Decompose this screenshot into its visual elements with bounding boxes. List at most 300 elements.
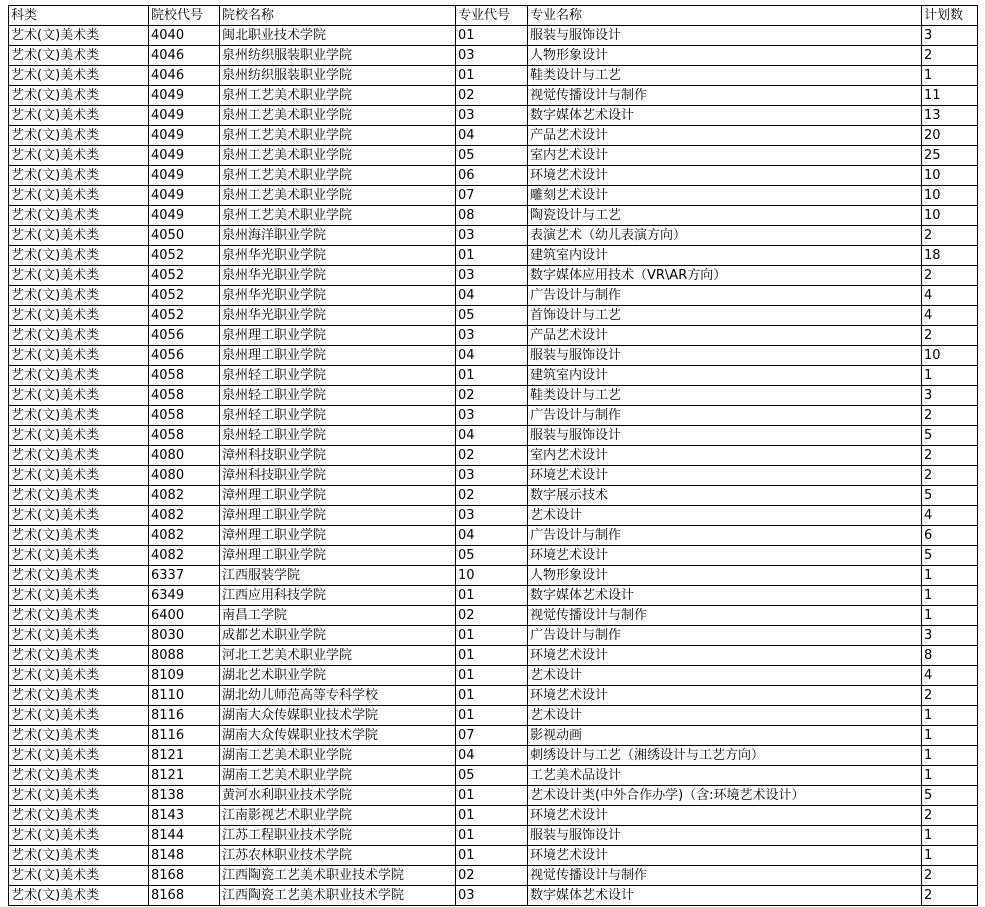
header-major-name: 专业名称 bbox=[528, 6, 922, 26]
table-row bbox=[9, 186, 978, 206]
category-cell: 艺术(文)美术类 bbox=[9, 226, 149, 246]
school-code-cell: 4056 bbox=[149, 326, 220, 346]
plan-count-cell: 1 bbox=[922, 846, 978, 866]
school-code-cell: 8030 bbox=[149, 626, 220, 646]
school-code-cell: 6400 bbox=[149, 606, 220, 626]
school-code-cell: 8168 bbox=[149, 886, 220, 906]
category-cell: 艺术(文)美术类 bbox=[9, 666, 149, 686]
enrollment-plan-table bbox=[8, 5, 978, 906]
major-code-cell: 05 bbox=[456, 306, 528, 326]
table-row bbox=[9, 646, 978, 666]
category-cell: 艺术(文)美术类 bbox=[9, 326, 149, 346]
school-name-cell: 湖南大众传媒职业技术学院 bbox=[220, 706, 456, 726]
school-name-cell: 南昌工学院 bbox=[220, 606, 456, 626]
major-name-cell: 雕刻艺术设计 bbox=[528, 186, 922, 206]
table-row bbox=[9, 766, 978, 786]
school-code-cell: 8116 bbox=[149, 726, 220, 746]
school-name-cell: 江南影视艺术职业学院 bbox=[220, 806, 456, 826]
category-cell: 艺术(文)美术类 bbox=[9, 146, 149, 166]
major-code-cell: 02 bbox=[456, 386, 528, 406]
table-row bbox=[9, 126, 978, 146]
school-code-cell: 4049 bbox=[149, 166, 220, 186]
school-code-cell: 8109 bbox=[149, 666, 220, 686]
major-name-cell: 人物形象设计 bbox=[528, 566, 922, 586]
school-name-cell: 漳州理工职业学院 bbox=[220, 506, 456, 526]
school-name-cell: 闽北职业技术学院 bbox=[220, 26, 456, 46]
school-code-cell: 4082 bbox=[149, 486, 220, 506]
school-code-cell: 8121 bbox=[149, 746, 220, 766]
table-row bbox=[9, 106, 978, 126]
plan-count-cell: 1 bbox=[922, 726, 978, 746]
school-code-cell: 4080 bbox=[149, 446, 220, 466]
plan-count-cell: 5 bbox=[922, 486, 978, 506]
major-code-cell: 04 bbox=[456, 426, 528, 446]
category-cell: 艺术(文)美术类 bbox=[9, 266, 149, 286]
major-name-cell: 艺术设计 bbox=[528, 666, 922, 686]
major-name-cell: 产品艺术设计 bbox=[528, 126, 922, 146]
school-name-cell: 泉州轻工职业学院 bbox=[220, 406, 456, 426]
major-code-cell: 01 bbox=[456, 646, 528, 666]
major-name-cell: 鞋类设计与工艺 bbox=[528, 66, 922, 86]
category-cell: 艺术(文)美术类 bbox=[9, 706, 149, 726]
major-name-cell: 人物形象设计 bbox=[528, 46, 922, 66]
major-name-cell: 表演艺术（幼儿表演方向） bbox=[528, 226, 922, 246]
major-code-cell: 05 bbox=[456, 546, 528, 566]
major-code-cell: 06 bbox=[456, 166, 528, 186]
school-code-cell: 8144 bbox=[149, 826, 220, 846]
school-code-cell: 8121 bbox=[149, 766, 220, 786]
table-row bbox=[9, 346, 978, 366]
major-code-cell: 01 bbox=[456, 686, 528, 706]
school-name-cell: 泉州轻工职业学院 bbox=[220, 366, 456, 386]
school-name-cell: 湖北幼儿师范高等专科学校 bbox=[220, 686, 456, 706]
category-cell: 艺术(文)美术类 bbox=[9, 866, 149, 886]
school-name-cell: 泉州轻工职业学院 bbox=[220, 386, 456, 406]
school-name-cell: 泉州工艺美术职业学院 bbox=[220, 206, 456, 226]
major-name-cell: 数字媒体应用技术（VR\AR方向） bbox=[528, 266, 922, 286]
school-name-cell: 泉州华光职业学院 bbox=[220, 306, 456, 326]
major-code-cell: 04 bbox=[456, 526, 528, 546]
school-name-cell: 河北工艺美术职业学院 bbox=[220, 646, 456, 666]
school-name-cell: 湖北艺术职业学院 bbox=[220, 666, 456, 686]
school-name-cell: 漳州理工职业学院 bbox=[220, 526, 456, 546]
school-code-cell: 8138 bbox=[149, 786, 220, 806]
table-body bbox=[9, 26, 978, 906]
major-code-cell: 03 bbox=[456, 506, 528, 526]
major-name-cell: 环境艺术设计 bbox=[528, 846, 922, 866]
header-major-code: 专业代号 bbox=[456, 6, 528, 26]
category-cell: 艺术(文)美术类 bbox=[9, 886, 149, 906]
table-row bbox=[9, 466, 978, 486]
plan-count-cell: 2 bbox=[922, 226, 978, 246]
major-code-cell: 02 bbox=[456, 866, 528, 886]
table-row bbox=[9, 426, 978, 446]
school-code-cell: 4056 bbox=[149, 346, 220, 366]
school-code-cell: 4046 bbox=[149, 66, 220, 86]
table-row bbox=[9, 286, 978, 306]
category-cell: 艺术(文)美术类 bbox=[9, 346, 149, 366]
major-name-cell: 服装与服饰设计 bbox=[528, 826, 922, 846]
school-name-cell: 江苏工程职业技术学院 bbox=[220, 826, 456, 846]
category-cell: 艺术(文)美术类 bbox=[9, 726, 149, 746]
school-name-cell: 泉州理工职业学院 bbox=[220, 326, 456, 346]
school-name-cell: 漳州科技职业学院 bbox=[220, 466, 456, 486]
school-name-cell: 泉州纺织服装职业学院 bbox=[220, 46, 456, 66]
major-name-cell: 服装与服饰设计 bbox=[528, 346, 922, 366]
major-name-cell: 广告设计与制作 bbox=[528, 526, 922, 546]
major-code-cell: 01 bbox=[456, 366, 528, 386]
plan-count-cell: 10 bbox=[922, 186, 978, 206]
major-code-cell: 01 bbox=[456, 806, 528, 826]
major-name-cell: 影视动画 bbox=[528, 726, 922, 746]
category-cell: 艺术(文)美术类 bbox=[9, 806, 149, 826]
major-name-cell: 室内艺术设计 bbox=[528, 146, 922, 166]
plan-count-cell: 1 bbox=[922, 746, 978, 766]
school-code-cell: 4049 bbox=[149, 106, 220, 126]
major-code-cell: 03 bbox=[456, 406, 528, 426]
major-code-cell: 02 bbox=[456, 486, 528, 506]
school-name-cell: 泉州工艺美术职业学院 bbox=[220, 146, 456, 166]
plan-count-cell: 1 bbox=[922, 826, 978, 846]
school-name-cell: 成都艺术职业学院 bbox=[220, 626, 456, 646]
plan-count-cell: 1 bbox=[922, 366, 978, 386]
school-code-cell: 4049 bbox=[149, 186, 220, 206]
plan-count-cell: 2 bbox=[922, 886, 978, 906]
table-row bbox=[9, 706, 978, 726]
major-name-cell: 环境艺术设计 bbox=[528, 686, 922, 706]
plan-count-cell: 2 bbox=[922, 266, 978, 286]
category-cell: 艺术(文)美术类 bbox=[9, 46, 149, 66]
major-name-cell: 建筑室内设计 bbox=[528, 366, 922, 386]
category-cell: 艺术(文)美术类 bbox=[9, 366, 149, 386]
major-name-cell: 环境艺术设计 bbox=[528, 166, 922, 186]
category-cell: 艺术(文)美术类 bbox=[9, 386, 149, 406]
major-name-cell: 艺术设计 bbox=[528, 706, 922, 726]
plan-count-cell: 4 bbox=[922, 666, 978, 686]
major-code-cell: 04 bbox=[456, 346, 528, 366]
plan-count-cell: 2 bbox=[922, 866, 978, 886]
school-name-cell: 江西陶瓷工艺美术职业技术学院 bbox=[220, 886, 456, 906]
table-row bbox=[9, 786, 978, 806]
major-code-cell: 01 bbox=[456, 246, 528, 266]
plan-count-cell: 2 bbox=[922, 326, 978, 346]
major-code-cell: 04 bbox=[456, 286, 528, 306]
table-row bbox=[9, 306, 978, 326]
major-name-cell: 艺术设计类(中外合作办学)（含:环境艺术设计） bbox=[528, 786, 922, 806]
major-code-cell: 08 bbox=[456, 206, 528, 226]
plan-count-cell: 2 bbox=[922, 446, 978, 466]
major-code-cell: 05 bbox=[456, 146, 528, 166]
major-code-cell: 04 bbox=[456, 126, 528, 146]
school-name-cell: 湖南大众传媒职业技术学院 bbox=[220, 726, 456, 746]
major-name-cell: 数字展示技术 bbox=[528, 486, 922, 506]
school-name-cell: 泉州工艺美术职业学院 bbox=[220, 86, 456, 106]
school-name-cell: 泉州华光职业学院 bbox=[220, 246, 456, 266]
category-cell: 艺术(文)美术类 bbox=[9, 66, 149, 86]
category-cell: 艺术(文)美术类 bbox=[9, 506, 149, 526]
plan-count-cell: 3 bbox=[922, 386, 978, 406]
major-name-cell: 环境艺术设计 bbox=[528, 646, 922, 666]
category-cell: 艺术(文)美术类 bbox=[9, 766, 149, 786]
header-school-name: 院校名称 bbox=[220, 6, 456, 26]
school-code-cell: 4080 bbox=[149, 466, 220, 486]
plan-count-cell: 5 bbox=[922, 786, 978, 806]
category-cell: 艺术(文)美术类 bbox=[9, 106, 149, 126]
table-row bbox=[9, 886, 978, 906]
plan-count-cell: 10 bbox=[922, 206, 978, 226]
category-cell: 艺术(文)美术类 bbox=[9, 826, 149, 846]
school-name-cell: 江苏农林职业技术学院 bbox=[220, 846, 456, 866]
category-cell: 艺术(文)美术类 bbox=[9, 626, 149, 646]
major-name-cell: 环境艺术设计 bbox=[528, 806, 922, 826]
plan-count-cell: 10 bbox=[922, 166, 978, 186]
major-name-cell: 广告设计与制作 bbox=[528, 626, 922, 646]
school-name-cell: 泉州工艺美术职业学院 bbox=[220, 126, 456, 146]
plan-count-cell: 2 bbox=[922, 46, 978, 66]
school-name-cell: 泉州华光职业学院 bbox=[220, 286, 456, 306]
major-code-cell: 02 bbox=[456, 86, 528, 106]
school-code-cell: 4050 bbox=[149, 226, 220, 246]
major-code-cell: 07 bbox=[456, 186, 528, 206]
plan-count-cell: 2 bbox=[922, 686, 978, 706]
major-code-cell: 01 bbox=[456, 826, 528, 846]
school-name-cell: 漳州理工职业学院 bbox=[220, 546, 456, 566]
major-code-cell: 03 bbox=[456, 326, 528, 346]
plan-count-cell: 4 bbox=[922, 506, 978, 526]
school-name-cell: 湖南工艺美术职业学院 bbox=[220, 766, 456, 786]
school-name-cell: 江西陶瓷工艺美术职业技术学院 bbox=[220, 866, 456, 886]
major-code-cell: 03 bbox=[456, 226, 528, 246]
major-name-cell: 数字媒体艺术设计 bbox=[528, 586, 922, 606]
school-name-cell: 泉州工艺美术职业学院 bbox=[220, 106, 456, 126]
major-code-cell: 02 bbox=[456, 446, 528, 466]
category-cell: 艺术(文)美术类 bbox=[9, 466, 149, 486]
school-code-cell: 4049 bbox=[149, 146, 220, 166]
table-row bbox=[9, 806, 978, 826]
category-cell: 艺术(文)美术类 bbox=[9, 166, 149, 186]
major-name-cell: 室内艺术设计 bbox=[528, 446, 922, 466]
major-name-cell: 建筑室内设计 bbox=[528, 246, 922, 266]
major-code-cell: 01 bbox=[456, 626, 528, 646]
header-school-code: 院校代号 bbox=[149, 6, 220, 26]
table-row bbox=[9, 246, 978, 266]
major-code-cell: 01 bbox=[456, 786, 528, 806]
school-name-cell: 江西应用科技学院 bbox=[220, 586, 456, 606]
category-cell: 艺术(文)美术类 bbox=[9, 586, 149, 606]
major-code-cell: 03 bbox=[456, 46, 528, 66]
school-code-cell: 4082 bbox=[149, 546, 220, 566]
major-name-cell: 视觉传播设计与制作 bbox=[528, 866, 922, 886]
header-row bbox=[9, 6, 978, 26]
table-row bbox=[9, 746, 978, 766]
category-cell: 艺术(文)美术类 bbox=[9, 186, 149, 206]
category-cell: 艺术(文)美术类 bbox=[9, 746, 149, 766]
table-row bbox=[9, 166, 978, 186]
school-name-cell: 泉州工艺美术职业学院 bbox=[220, 186, 456, 206]
school-code-cell: 4052 bbox=[149, 246, 220, 266]
major-code-cell: 05 bbox=[456, 766, 528, 786]
major-name-cell: 产品艺术设计 bbox=[528, 326, 922, 346]
school-code-cell: 8168 bbox=[149, 866, 220, 886]
category-cell: 艺术(文)美术类 bbox=[9, 306, 149, 326]
plan-count-cell: 5 bbox=[922, 426, 978, 446]
school-name-cell: 泉州轻工职业学院 bbox=[220, 426, 456, 446]
category-cell: 艺术(文)美术类 bbox=[9, 646, 149, 666]
table-row bbox=[9, 526, 978, 546]
category-cell: 艺术(文)美术类 bbox=[9, 206, 149, 226]
major-code-cell: 10 bbox=[456, 566, 528, 586]
school-code-cell: 6349 bbox=[149, 586, 220, 606]
school-name-cell: 泉州海洋职业学院 bbox=[220, 226, 456, 246]
major-code-cell: 03 bbox=[456, 466, 528, 486]
school-code-cell: 4049 bbox=[149, 86, 220, 106]
major-code-cell: 03 bbox=[456, 886, 528, 906]
table-row bbox=[9, 546, 978, 566]
category-cell: 艺术(文)美术类 bbox=[9, 606, 149, 626]
table-row bbox=[9, 826, 978, 846]
major-code-cell: 03 bbox=[456, 266, 528, 286]
table-row bbox=[9, 266, 978, 286]
table-row bbox=[9, 86, 978, 106]
school-name-cell: 泉州纺织服装职业学院 bbox=[220, 66, 456, 86]
category-cell: 艺术(文)美术类 bbox=[9, 246, 149, 266]
major-code-cell: 01 bbox=[456, 26, 528, 46]
category-cell: 艺术(文)美术类 bbox=[9, 486, 149, 506]
school-name-cell: 泉州华光职业学院 bbox=[220, 266, 456, 286]
major-name-cell: 首饰设计与工艺 bbox=[528, 306, 922, 326]
header-plan-count: 计划数 bbox=[922, 6, 978, 26]
school-code-cell: 6337 bbox=[149, 566, 220, 586]
plan-count-cell: 1 bbox=[922, 66, 978, 86]
table-row bbox=[9, 46, 978, 66]
plan-count-cell: 1 bbox=[922, 766, 978, 786]
school-name-cell: 黄河水利职业技术学院 bbox=[220, 786, 456, 806]
school-name-cell: 漳州科技职业学院 bbox=[220, 446, 456, 466]
plan-count-cell: 2 bbox=[922, 406, 978, 426]
table-row bbox=[9, 866, 978, 886]
school-code-cell: 4058 bbox=[149, 426, 220, 446]
major-code-cell: 02 bbox=[456, 606, 528, 626]
school-code-cell: 8148 bbox=[149, 846, 220, 866]
table-row bbox=[9, 326, 978, 346]
plan-count-cell: 20 bbox=[922, 126, 978, 146]
school-code-cell: 4052 bbox=[149, 306, 220, 326]
major-name-cell: 数字媒体艺术设计 bbox=[528, 106, 922, 126]
table-row bbox=[9, 386, 978, 406]
plan-count-cell: 8 bbox=[922, 646, 978, 666]
category-cell: 艺术(文)美术类 bbox=[9, 26, 149, 46]
major-name-cell: 环境艺术设计 bbox=[528, 466, 922, 486]
school-name-cell: 湖南工艺美术职业学院 bbox=[220, 746, 456, 766]
table-row bbox=[9, 666, 978, 686]
major-name-cell: 鞋类设计与工艺 bbox=[528, 386, 922, 406]
table-row bbox=[9, 606, 978, 626]
school-code-cell: 4082 bbox=[149, 526, 220, 546]
table-row bbox=[9, 366, 978, 386]
category-cell: 艺术(文)美术类 bbox=[9, 406, 149, 426]
table-row bbox=[9, 626, 978, 646]
table-row bbox=[9, 506, 978, 526]
school-name-cell: 漳州理工职业学院 bbox=[220, 486, 456, 506]
plan-count-cell: 11 bbox=[922, 86, 978, 106]
major-code-cell: 03 bbox=[456, 106, 528, 126]
major-name-cell: 视觉传播设计与制作 bbox=[528, 606, 922, 626]
major-code-cell: 01 bbox=[456, 846, 528, 866]
plan-count-cell: 10 bbox=[922, 346, 978, 366]
table-row bbox=[9, 726, 978, 746]
major-name-cell: 服装与服饰设计 bbox=[528, 26, 922, 46]
plan-count-cell: 18 bbox=[922, 246, 978, 266]
table-row bbox=[9, 406, 978, 426]
plan-count-cell: 1 bbox=[922, 586, 978, 606]
major-name-cell: 陶瓷设计与工艺 bbox=[528, 206, 922, 226]
table-row bbox=[9, 26, 978, 46]
plan-count-cell: 3 bbox=[922, 26, 978, 46]
plan-count-cell: 1 bbox=[922, 566, 978, 586]
category-cell: 艺术(文)美术类 bbox=[9, 446, 149, 466]
school-code-cell: 4082 bbox=[149, 506, 220, 526]
plan-count-cell: 1 bbox=[922, 606, 978, 626]
table-row bbox=[9, 586, 978, 606]
plan-count-cell: 2 bbox=[922, 466, 978, 486]
plan-count-cell: 5 bbox=[922, 546, 978, 566]
plan-count-cell: 13 bbox=[922, 106, 978, 126]
school-code-cell: 4058 bbox=[149, 386, 220, 406]
school-code-cell: 8088 bbox=[149, 646, 220, 666]
major-code-cell: 01 bbox=[456, 66, 528, 86]
school-code-cell: 4049 bbox=[149, 206, 220, 226]
school-name-cell: 泉州工艺美术职业学院 bbox=[220, 166, 456, 186]
category-cell: 艺术(文)美术类 bbox=[9, 286, 149, 306]
major-name-cell: 广告设计与制作 bbox=[528, 286, 922, 306]
major-name-cell: 工艺美术品设计 bbox=[528, 766, 922, 786]
plan-table-container bbox=[8, 5, 978, 906]
major-name-cell: 服装与服饰设计 bbox=[528, 426, 922, 446]
school-code-cell: 4058 bbox=[149, 366, 220, 386]
major-name-cell: 刺绣设计与工艺（湘绣设计与工艺方向） bbox=[528, 746, 922, 766]
table-row bbox=[9, 686, 978, 706]
table-row bbox=[9, 846, 978, 866]
category-cell: 艺术(文)美术类 bbox=[9, 426, 149, 446]
major-name-cell: 数字媒体艺术设计 bbox=[528, 886, 922, 906]
school-code-cell: 8110 bbox=[149, 686, 220, 706]
category-cell: 艺术(文)美术类 bbox=[9, 566, 149, 586]
plan-count-cell: 1 bbox=[922, 706, 978, 726]
major-code-cell: 07 bbox=[456, 726, 528, 746]
category-cell: 艺术(文)美术类 bbox=[9, 786, 149, 806]
plan-count-cell: 4 bbox=[922, 286, 978, 306]
major-code-cell: 01 bbox=[456, 706, 528, 726]
school-code-cell: 4058 bbox=[149, 406, 220, 426]
school-name-cell: 泉州理工职业学院 bbox=[220, 346, 456, 366]
major-code-cell: 01 bbox=[456, 666, 528, 686]
major-name-cell: 环境艺术设计 bbox=[528, 546, 922, 566]
plan-count-cell: 4 bbox=[922, 306, 978, 326]
category-cell: 艺术(文)美术类 bbox=[9, 546, 149, 566]
plan-count-cell: 6 bbox=[922, 526, 978, 546]
plan-count-cell: 25 bbox=[922, 146, 978, 166]
school-name-cell: 江西服装学院 bbox=[220, 566, 456, 586]
category-cell: 艺术(文)美术类 bbox=[9, 126, 149, 146]
major-code-cell: 01 bbox=[456, 586, 528, 606]
table-row bbox=[9, 446, 978, 466]
category-cell: 艺术(文)美术类 bbox=[9, 86, 149, 106]
school-code-cell: 4052 bbox=[149, 286, 220, 306]
category-cell: 艺术(文)美术类 bbox=[9, 846, 149, 866]
header-category: 科类 bbox=[9, 6, 149, 26]
plan-count-cell: 2 bbox=[922, 806, 978, 826]
school-code-cell: 4052 bbox=[149, 266, 220, 286]
